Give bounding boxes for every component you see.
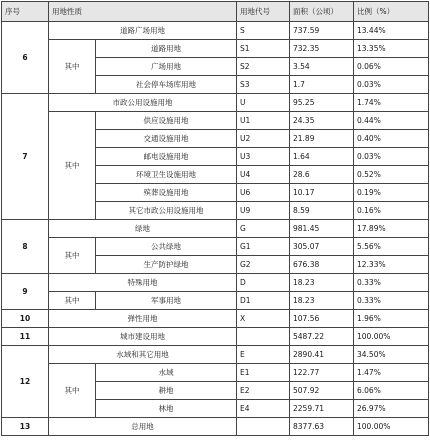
land-code: S <box>237 22 290 40</box>
sub-label: 其中 <box>49 364 96 418</box>
land-use-table <box>1 1 429 436</box>
sub-land-ratio: 0.06% <box>354 58 429 76</box>
sub-land-code: U9 <box>237 202 290 220</box>
sub-land-code: E4 <box>237 400 290 418</box>
sub-land-code: U6 <box>237 184 290 202</box>
land-ratio: 1.96% <box>354 310 429 328</box>
row-number: 6 <box>2 22 49 94</box>
land-use-table-container <box>1 1 429 436</box>
sub-land-code: D1 <box>237 292 290 310</box>
sub-land-type-name: 耕地 <box>96 382 237 400</box>
row-number: 8 <box>2 220 49 274</box>
land-area: 981.45 <box>290 220 354 238</box>
sub-land-ratio: 12.33% <box>354 256 429 274</box>
sub-land-area: 732.35 <box>290 40 354 58</box>
sub-land-ratio: 5.56% <box>354 238 429 256</box>
sub-land-code: U1 <box>237 112 290 130</box>
sub-land-type-name: 社会停车场库用地 <box>96 76 237 94</box>
header-land-type: 用地性质 <box>49 2 237 22</box>
sub-label: 其中 <box>49 112 96 220</box>
sub-land-ratio: 26.97% <box>354 400 429 418</box>
sub-land-area: 21.89 <box>290 130 354 148</box>
table-row <box>2 94 429 112</box>
land-type-name: 道路广场用地 <box>49 22 237 40</box>
sub-land-ratio: 0.40% <box>354 130 429 148</box>
table-row <box>2 292 429 310</box>
sub-land-ratio: 6.06% <box>354 382 429 400</box>
land-type-name: 绿地 <box>49 220 237 238</box>
sub-label: 其中 <box>49 40 96 94</box>
sub-land-type-name: 邮电设施用地 <box>96 148 237 166</box>
sub-land-code: G2 <box>237 256 290 274</box>
sub-land-type-name: 公共绿地 <box>96 238 237 256</box>
row-number: 7 <box>2 94 49 220</box>
sub-land-type-name: 林地 <box>96 400 237 418</box>
land-code: E <box>237 346 290 364</box>
sub-land-ratio: 1.47% <box>354 364 429 382</box>
sub-land-area: 1.64 <box>290 148 354 166</box>
sub-label: 其中 <box>49 292 96 310</box>
land-ratio: 13.44% <box>354 22 429 40</box>
land-type-name: 特殊用地 <box>49 274 237 292</box>
table-row <box>2 238 429 256</box>
land-area: 5487.22 <box>290 328 354 346</box>
table-row <box>2 40 429 58</box>
header-code: 用地代号 <box>237 2 290 22</box>
sub-land-code: U3 <box>237 148 290 166</box>
sub-land-area: 24.35 <box>290 112 354 130</box>
sub-land-area: 8.59 <box>290 202 354 220</box>
row-number: 10 <box>2 310 49 328</box>
land-ratio: 17.89% <box>354 220 429 238</box>
sub-land-code: E2 <box>237 382 290 400</box>
sub-land-area: 305.07 <box>290 238 354 256</box>
land-area: 2890.41 <box>290 346 354 364</box>
sub-land-ratio: 0.52% <box>354 166 429 184</box>
sub-land-area: 3.54 <box>290 58 354 76</box>
land-type-name: 总用地 <box>49 418 237 436</box>
table-row <box>2 274 429 292</box>
sub-land-code: S3 <box>237 76 290 94</box>
land-code: D <box>237 274 290 292</box>
sub-land-area: 1.7 <box>290 76 354 94</box>
land-ratio: 34.50% <box>354 346 429 364</box>
sub-land-type-name: 环境卫生设施用地 <box>96 166 237 184</box>
sub-land-type-name: 军事用地 <box>96 292 237 310</box>
sub-land-area: 122.77 <box>290 364 354 382</box>
sub-land-type-name: 生产防护绿地 <box>96 256 237 274</box>
table-row <box>2 364 429 382</box>
header-no: 序号 <box>2 2 49 22</box>
land-code <box>237 418 290 436</box>
table-row <box>2 328 429 346</box>
land-code: G <box>237 220 290 238</box>
header-row <box>2 2 429 22</box>
sub-land-ratio: 0.33% <box>354 292 429 310</box>
sub-land-ratio: 0.16% <box>354 202 429 220</box>
sub-land-ratio: 0.03% <box>354 76 429 94</box>
land-area: 107.56 <box>290 310 354 328</box>
land-ratio: 100.00% <box>354 418 429 436</box>
land-ratio: 0.33% <box>354 274 429 292</box>
sub-land-ratio: 0.44% <box>354 112 429 130</box>
sub-land-code: G1 <box>237 238 290 256</box>
land-type-name: 水域和其它用地 <box>49 346 237 364</box>
table-row <box>2 418 429 436</box>
table-body <box>2 22 429 436</box>
sub-land-type-name: 道路用地 <box>96 40 237 58</box>
sub-land-type-name: 其它市政公用设施用地 <box>96 202 237 220</box>
row-number: 13 <box>2 418 49 436</box>
sub-land-area: 507.92 <box>290 382 354 400</box>
row-number: 9 <box>2 274 49 310</box>
sub-land-code: U4 <box>237 166 290 184</box>
sub-land-code: S1 <box>237 40 290 58</box>
row-number: 11 <box>2 328 49 346</box>
land-type-name: 市政公用设施用地 <box>49 94 237 112</box>
table-row <box>2 22 429 40</box>
land-area: 95.25 <box>290 94 354 112</box>
table-row <box>2 310 429 328</box>
sub-label: 其中 <box>49 238 96 274</box>
land-type-name: 弹性用地 <box>49 310 237 328</box>
sub-land-code: E1 <box>237 364 290 382</box>
sub-land-type-name: 供应设施用地 <box>96 112 237 130</box>
sub-land-ratio: 13.35% <box>354 40 429 58</box>
land-area: 18.23 <box>290 274 354 292</box>
sub-land-code: U2 <box>237 130 290 148</box>
sub-land-area: 28.6 <box>290 166 354 184</box>
land-area: 8377.63 <box>290 418 354 436</box>
land-code: U <box>237 94 290 112</box>
sub-land-area: 18.23 <box>290 292 354 310</box>
land-ratio: 1.74% <box>354 94 429 112</box>
sub-land-area: 10.17 <box>290 184 354 202</box>
sub-land-type-name: 广场用地 <box>96 58 237 76</box>
land-type-name: 城市建设用地 <box>49 328 237 346</box>
sub-land-area: 676.38 <box>290 256 354 274</box>
sub-land-code: S2 <box>237 58 290 76</box>
row-number: 12 <box>2 346 49 418</box>
header-area: 面积（公顷） <box>290 2 354 22</box>
sub-land-type-name: 殡葬设施用地 <box>96 184 237 202</box>
land-area: 737.59 <box>290 22 354 40</box>
sub-land-area: 2259.71 <box>290 400 354 418</box>
header-ratio: 比例（%） <box>354 2 429 22</box>
land-ratio: 100.00% <box>354 328 429 346</box>
sub-land-ratio: 0.19% <box>354 184 429 202</box>
table-row <box>2 112 429 130</box>
land-code <box>237 328 290 346</box>
sub-land-type-name: 水域 <box>96 364 237 382</box>
table-row <box>2 346 429 364</box>
sub-land-type-name: 交通设施用地 <box>96 130 237 148</box>
land-code: X <box>237 310 290 328</box>
table-row <box>2 220 429 238</box>
sub-land-ratio: 0.03% <box>354 148 429 166</box>
